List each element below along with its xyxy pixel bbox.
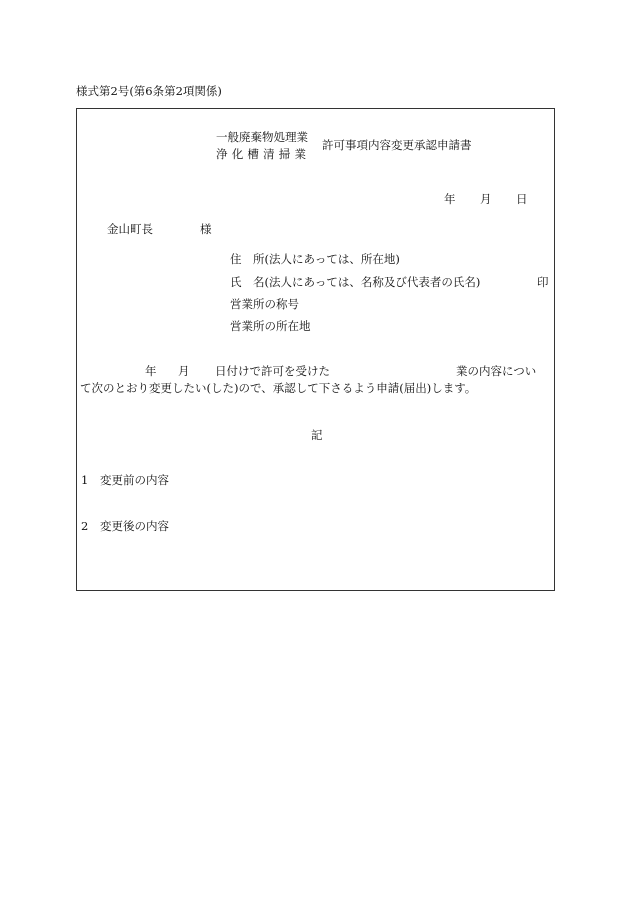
body-permit-text: 日付けで許可を受けた — [215, 364, 330, 378]
date-year: 年 — [444, 192, 456, 206]
title-line1: 一般廃棄物処理業 — [216, 130, 308, 144]
date-month: 月 — [480, 192, 492, 206]
applicant-address-label: 住 所(法人にあっては、所在地) — [230, 252, 400, 266]
item-2-label: 変更後の内容 — [100, 519, 169, 533]
body-month: 月 — [178, 364, 190, 378]
seal-mark: 印 — [537, 275, 549, 289]
addressee-name: 金山町長 — [107, 222, 153, 236]
body-year: 年 — [145, 364, 157, 378]
item-1-label: 変更前の内容 — [100, 473, 169, 487]
item-1-number: 1 — [81, 473, 89, 487]
title-main: 許可事項内容変更承認申請書 — [322, 138, 472, 152]
form-number: 様式第2号(第6条第2項関係) — [76, 84, 222, 98]
ki-heading: 記 — [311, 428, 323, 442]
title-line2: 浄化槽清掃業 — [216, 147, 311, 161]
applicant-name-label: 氏 名(法人にあっては、名称及び代表者の氏名) — [230, 275, 481, 289]
addressee-honorific: 様 — [200, 222, 212, 236]
date-day: 日 — [516, 192, 528, 206]
body-line2: て次のとおり変更したい(した)ので、承認して下さるよう申請(届出)します。 — [80, 381, 477, 395]
office-address-label: 営業所の所在地 — [230, 319, 311, 333]
office-name-label: 営業所の称号 — [230, 297, 299, 311]
item-2-number: 2 — [81, 519, 89, 533]
body-business-text: 業の内容につい — [456, 364, 537, 378]
